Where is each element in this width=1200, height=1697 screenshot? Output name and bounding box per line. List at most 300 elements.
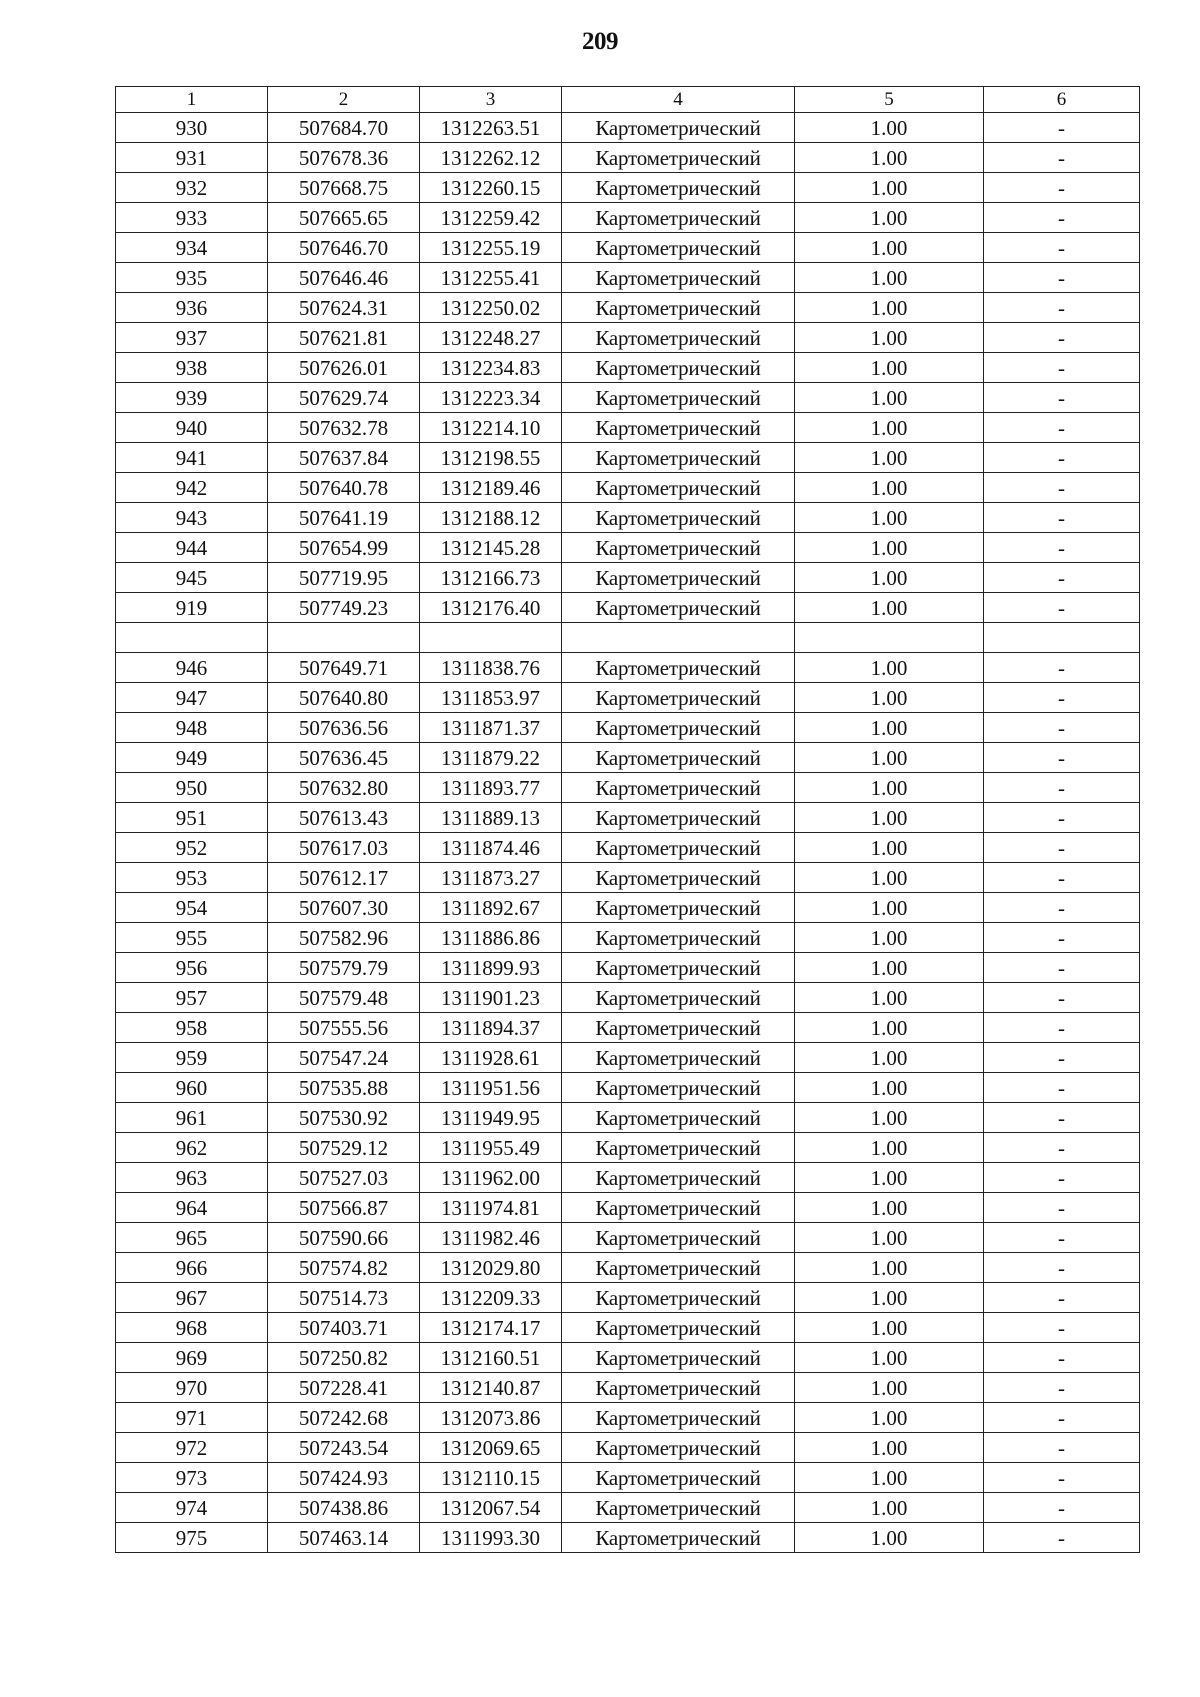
point-number-cell: 959 (116, 1043, 268, 1073)
accuracy-cell: 1.00 (795, 1163, 984, 1193)
table-row (116, 473, 1140, 503)
method-cell: Картометрический (562, 683, 795, 713)
point-number-cell: 955 (116, 923, 268, 953)
x-coordinate-cell: 507438.86 (268, 1493, 420, 1523)
method-cell: Картометрический (562, 473, 795, 503)
description-cell: - (984, 1463, 1140, 1493)
x-coordinate-cell: 507637.84 (268, 443, 420, 473)
y-coordinate-cell: 1311928.61 (420, 1043, 562, 1073)
x-coordinate-cell: 507665.65 (268, 203, 420, 233)
x-coordinate-cell: 507529.12 (268, 1133, 420, 1163)
accuracy-cell: 1.00 (795, 1373, 984, 1403)
accuracy-cell: 1.00 (795, 1463, 984, 1493)
y-coordinate-cell: 1312209.33 (420, 1283, 562, 1313)
method-cell: Картометрический (562, 1043, 795, 1073)
accuracy-cell: 1.00 (795, 503, 984, 533)
accuracy-cell: 1.00 (795, 863, 984, 893)
table-row (116, 503, 1140, 533)
table-row (116, 1043, 1140, 1073)
header-cell-y-coordinate: 3 (420, 87, 562, 113)
point-number-cell: 971 (116, 1403, 268, 1433)
method-cell: Картометрический (562, 1493, 795, 1523)
table-row (116, 1343, 1140, 1373)
y-coordinate-cell: 1311886.86 (420, 923, 562, 953)
point-number-cell: 962 (116, 1133, 268, 1163)
description-cell: - (984, 1013, 1140, 1043)
y-coordinate-cell: 1312110.15 (420, 1463, 562, 1493)
x-coordinate-cell: 507530.92 (268, 1103, 420, 1133)
description-cell: - (984, 113, 1140, 143)
table-row (116, 1223, 1140, 1253)
method-cell: Картометрический (562, 833, 795, 863)
y-coordinate-cell: 1312160.51 (420, 1343, 562, 1373)
y-coordinate-cell: 1312234.83 (420, 353, 562, 383)
method-cell: Картометрический (562, 1193, 795, 1223)
method-cell (562, 623, 795, 653)
table-row (116, 1133, 1140, 1163)
x-coordinate-cell: 507243.54 (268, 1433, 420, 1463)
description-cell: - (984, 773, 1140, 803)
point-number-cell: 950 (116, 773, 268, 803)
point-number-cell: 966 (116, 1253, 268, 1283)
y-coordinate-cell: 1312223.34 (420, 383, 562, 413)
method-cell: Картометрический (562, 1403, 795, 1433)
point-number-cell: 947 (116, 683, 268, 713)
y-coordinate-cell: 1311962.00 (420, 1163, 562, 1193)
table-row (116, 893, 1140, 923)
point-number-cell: 943 (116, 503, 268, 533)
x-coordinate-cell: 507250.82 (268, 1343, 420, 1373)
accuracy-cell: 1.00 (795, 1043, 984, 1073)
table-row (116, 803, 1140, 833)
point-number-cell: 937 (116, 323, 268, 353)
table-row (116, 743, 1140, 773)
point-number-cell: 968 (116, 1313, 268, 1343)
x-coordinate-cell: 507636.56 (268, 713, 420, 743)
accuracy-cell: 1.00 (795, 563, 984, 593)
x-coordinate-cell: 507719.95 (268, 563, 420, 593)
header-cell-description: 6 (984, 87, 1140, 113)
description-cell: - (984, 1133, 1140, 1163)
x-coordinate-cell: 507612.17 (268, 863, 420, 893)
table-row (116, 623, 1140, 653)
table-row (116, 833, 1140, 863)
description-cell: - (984, 1073, 1140, 1103)
accuracy-cell: 1.00 (795, 1433, 984, 1463)
method-cell: Картометрический (562, 233, 795, 263)
table-row (116, 113, 1140, 143)
accuracy-cell: 1.00 (795, 1193, 984, 1223)
accuracy-cell: 1.00 (795, 203, 984, 233)
method-cell: Картометрический (562, 503, 795, 533)
table-row (116, 983, 1140, 1013)
y-coordinate-cell: 1312262.12 (420, 143, 562, 173)
table-row (116, 773, 1140, 803)
description-cell: - (984, 803, 1140, 833)
method-cell: Картометрический (562, 923, 795, 953)
description-cell: - (984, 143, 1140, 173)
table-row (116, 353, 1140, 383)
y-coordinate-cell: 1311874.46 (420, 833, 562, 863)
point-number-cell: 967 (116, 1283, 268, 1313)
point-number-cell: 960 (116, 1073, 268, 1103)
x-coordinate-cell: 507649.71 (268, 653, 420, 683)
y-coordinate-cell: 1311949.95 (420, 1103, 562, 1133)
table-row (116, 1163, 1140, 1193)
description-cell: - (984, 1193, 1140, 1223)
x-coordinate-cell (268, 623, 420, 653)
method-cell: Картометрический (562, 173, 795, 203)
method-cell: Картометрический (562, 1253, 795, 1283)
x-coordinate-cell: 507579.79 (268, 953, 420, 983)
y-coordinate-cell: 1312166.73 (420, 563, 562, 593)
description-cell: - (984, 383, 1140, 413)
table-row (116, 653, 1140, 683)
x-coordinate-cell: 507579.48 (268, 983, 420, 1013)
x-coordinate-cell: 507749.23 (268, 593, 420, 623)
accuracy-cell: 1.00 (795, 443, 984, 473)
y-coordinate-cell: 1312198.55 (420, 443, 562, 473)
method-cell: Картометрический (562, 1523, 795, 1553)
point-number-cell: 932 (116, 173, 268, 203)
accuracy-cell: 1.00 (795, 263, 984, 293)
y-coordinate-cell: 1312067.54 (420, 1493, 562, 1523)
method-cell: Картометрический (562, 203, 795, 233)
y-coordinate-cell: 1312073.86 (420, 1403, 562, 1433)
accuracy-cell: 1.00 (795, 1313, 984, 1343)
point-number-cell: 974 (116, 1493, 268, 1523)
point-number-cell: 956 (116, 953, 268, 983)
x-coordinate-cell: 507242.68 (268, 1403, 420, 1433)
accuracy-cell: 1.00 (795, 743, 984, 773)
y-coordinate-cell: 1311893.77 (420, 773, 562, 803)
table-row (116, 1103, 1140, 1133)
method-cell: Картометрический (562, 953, 795, 983)
accuracy-cell: 1.00 (795, 1253, 984, 1283)
method-cell: Картометрический (562, 1013, 795, 1043)
table-row (116, 1013, 1140, 1043)
method-cell: Картометрический (562, 113, 795, 143)
point-number-cell: 938 (116, 353, 268, 383)
accuracy-cell: 1.00 (795, 1343, 984, 1373)
table-row (116, 593, 1140, 623)
table-row (116, 923, 1140, 953)
y-coordinate-cell: 1311982.46 (420, 1223, 562, 1253)
description-cell: - (984, 863, 1140, 893)
table-row (116, 383, 1140, 413)
method-cell: Картометрический (562, 893, 795, 923)
method-cell: Картометрический (562, 1133, 795, 1163)
description-cell: - (984, 1283, 1140, 1313)
x-coordinate-cell: 507632.78 (268, 413, 420, 443)
y-coordinate-cell: 1312188.12 (420, 503, 562, 533)
method-cell: Картометрический (562, 1463, 795, 1493)
description-cell: - (984, 1493, 1140, 1523)
method-cell: Картометрический (562, 863, 795, 893)
point-number-cell: 975 (116, 1523, 268, 1553)
x-coordinate-cell: 507535.88 (268, 1073, 420, 1103)
accuracy-cell: 1.00 (795, 803, 984, 833)
accuracy-cell: 1.00 (795, 383, 984, 413)
point-number-cell: 942 (116, 473, 268, 503)
x-coordinate-cell: 507684.70 (268, 113, 420, 143)
table-row (116, 1523, 1140, 1553)
x-coordinate-cell: 507574.82 (268, 1253, 420, 1283)
description-cell: - (984, 653, 1140, 683)
description-cell: - (984, 1043, 1140, 1073)
point-number-cell: 952 (116, 833, 268, 863)
x-coordinate-cell: 507555.56 (268, 1013, 420, 1043)
table-header (116, 87, 1140, 113)
table-row (116, 1193, 1140, 1223)
description-cell: - (984, 263, 1140, 293)
x-coordinate-cell: 507547.24 (268, 1043, 420, 1073)
table-row (116, 443, 1140, 473)
y-coordinate-cell: 1311993.30 (420, 1523, 562, 1553)
method-cell: Картометрический (562, 443, 795, 473)
description-cell: - (984, 1103, 1140, 1133)
accuracy-cell: 1.00 (795, 1073, 984, 1103)
method-cell: Картометрический (562, 803, 795, 833)
y-coordinate-cell: 1312140.87 (420, 1373, 562, 1403)
accuracy-cell: 1.00 (795, 893, 984, 923)
x-coordinate-cell: 507617.03 (268, 833, 420, 863)
table-body (116, 113, 1140, 1553)
point-number-cell: 946 (116, 653, 268, 683)
point-number-cell: 963 (116, 1163, 268, 1193)
description-cell: - (984, 1163, 1140, 1193)
description-cell: - (984, 413, 1140, 443)
point-number-cell: 965 (116, 1223, 268, 1253)
x-coordinate-cell: 507607.30 (268, 893, 420, 923)
accuracy-cell: 1.00 (795, 1493, 984, 1523)
table-row (116, 1403, 1140, 1433)
description-cell: - (984, 503, 1140, 533)
table-row (116, 413, 1140, 443)
point-number-cell: 939 (116, 383, 268, 413)
table-row (116, 1493, 1140, 1523)
description-cell: - (984, 173, 1140, 203)
x-coordinate-cell: 507590.66 (268, 1223, 420, 1253)
y-coordinate-cell: 1312250.02 (420, 293, 562, 323)
table-row (116, 1433, 1140, 1463)
x-coordinate-cell: 507424.93 (268, 1463, 420, 1493)
y-coordinate-cell: 1312189.46 (420, 473, 562, 503)
table-row (116, 1463, 1140, 1493)
x-coordinate-cell: 507636.45 (268, 743, 420, 773)
accuracy-cell: 1.00 (795, 713, 984, 743)
accuracy-cell: 1.00 (795, 473, 984, 503)
y-coordinate-cell: 1312263.51 (420, 113, 562, 143)
x-coordinate-cell: 507463.14 (268, 1523, 420, 1553)
description-cell: - (984, 923, 1140, 953)
point-number-cell: 964 (116, 1193, 268, 1223)
description-cell: - (984, 833, 1140, 863)
accuracy-cell: 1.00 (795, 1013, 984, 1043)
accuracy-cell: 1.00 (795, 983, 984, 1013)
description-cell: - (984, 593, 1140, 623)
table-row (116, 233, 1140, 263)
description-cell: - (984, 1253, 1140, 1283)
method-cell: Картометрический (562, 533, 795, 563)
method-cell: Картометрический (562, 983, 795, 1013)
table-row (116, 683, 1140, 713)
table-row (116, 863, 1140, 893)
y-coordinate-cell: 1311901.23 (420, 983, 562, 1013)
table-row (116, 293, 1140, 323)
description-cell: - (984, 473, 1140, 503)
point-number-cell: 945 (116, 563, 268, 593)
y-coordinate-cell: 1312145.28 (420, 533, 562, 563)
accuracy-cell: 1.00 (795, 773, 984, 803)
table-row (116, 1073, 1140, 1103)
y-coordinate-cell: 1311853.97 (420, 683, 562, 713)
description-cell: - (984, 953, 1140, 983)
x-coordinate-cell: 507678.36 (268, 143, 420, 173)
description-cell: - (984, 1223, 1140, 1253)
method-cell: Картометрический (562, 593, 795, 623)
method-cell: Картометрический (562, 323, 795, 353)
point-number-cell: 940 (116, 413, 268, 443)
header-cell-x-coordinate: 2 (268, 87, 420, 113)
x-coordinate-cell: 507613.43 (268, 803, 420, 833)
method-cell: Картометрический (562, 653, 795, 683)
y-coordinate-cell: 1311951.56 (420, 1073, 562, 1103)
point-number-cell: 933 (116, 203, 268, 233)
method-cell: Картометрический (562, 1163, 795, 1193)
method-cell: Картометрический (562, 1283, 795, 1313)
method-cell: Картометрический (562, 773, 795, 803)
point-number-cell: 949 (116, 743, 268, 773)
description-cell: - (984, 233, 1140, 263)
y-coordinate-cell: 1312255.19 (420, 233, 562, 263)
method-cell: Картометрический (562, 263, 795, 293)
x-coordinate-cell: 507646.70 (268, 233, 420, 263)
method-cell: Картометрический (562, 413, 795, 443)
table-row (116, 1283, 1140, 1313)
accuracy-cell: 1.00 (795, 1223, 984, 1253)
x-coordinate-cell: 507641.19 (268, 503, 420, 533)
accuracy-cell: 1.00 (795, 1133, 984, 1163)
y-coordinate-cell: 1312260.15 (420, 173, 562, 203)
y-coordinate-cell: 1311873.27 (420, 863, 562, 893)
accuracy-cell: 1.00 (795, 353, 984, 383)
y-coordinate-cell: 1311879.22 (420, 743, 562, 773)
description-cell: - (984, 893, 1140, 923)
method-cell: Картометрический (562, 1433, 795, 1463)
accuracy-cell: 1.00 (795, 293, 984, 323)
table-row (116, 953, 1140, 983)
point-number-cell: 944 (116, 533, 268, 563)
method-cell: Картометрический (562, 293, 795, 323)
description-cell: - (984, 203, 1140, 233)
y-coordinate-cell: 1311955.49 (420, 1133, 562, 1163)
method-cell: Картометрический (562, 1313, 795, 1343)
method-cell: Картометрический (562, 713, 795, 743)
y-coordinate-cell: 1312248.27 (420, 323, 562, 353)
accuracy-cell: 1.00 (795, 953, 984, 983)
point-number-cell: 953 (116, 863, 268, 893)
method-cell: Картометрический (562, 1223, 795, 1253)
y-coordinate-cell: 1311899.93 (420, 953, 562, 983)
method-cell: Картометрический (562, 1373, 795, 1403)
accuracy-cell: 1.00 (795, 653, 984, 683)
accuracy-cell: 1.00 (795, 1403, 984, 1433)
accuracy-cell (795, 623, 984, 653)
description-cell: - (984, 443, 1140, 473)
x-coordinate-cell: 507654.99 (268, 533, 420, 563)
accuracy-cell: 1.00 (795, 923, 984, 953)
header-cell-point-number: 1 (116, 87, 268, 113)
accuracy-cell: 1.00 (795, 233, 984, 263)
description-cell: - (984, 293, 1140, 323)
table-row (116, 563, 1140, 593)
method-cell: Картометрический (562, 563, 795, 593)
y-coordinate-cell (420, 623, 562, 653)
point-number-cell: 972 (116, 1433, 268, 1463)
method-cell: Картометрический (562, 1073, 795, 1103)
accuracy-cell: 1.00 (795, 113, 984, 143)
coordinates-table (115, 86, 1140, 1553)
x-coordinate-cell: 507621.81 (268, 323, 420, 353)
point-number-cell: 935 (116, 263, 268, 293)
description-cell: - (984, 1313, 1140, 1343)
point-number-cell: 970 (116, 1373, 268, 1403)
x-coordinate-cell: 507640.80 (268, 683, 420, 713)
method-cell: Картометрический (562, 383, 795, 413)
method-cell: Картометрический (562, 143, 795, 173)
x-coordinate-cell: 507582.96 (268, 923, 420, 953)
y-coordinate-cell: 1311871.37 (420, 713, 562, 743)
point-number-cell: 958 (116, 1013, 268, 1043)
point-number-cell: 948 (116, 713, 268, 743)
x-coordinate-cell: 507527.03 (268, 1163, 420, 1193)
accuracy-cell: 1.00 (795, 593, 984, 623)
description-cell: - (984, 1523, 1140, 1553)
point-number-cell: 969 (116, 1343, 268, 1373)
table-row (116, 1373, 1140, 1403)
y-coordinate-cell: 1312259.42 (420, 203, 562, 233)
method-cell: Картометрический (562, 1343, 795, 1373)
x-coordinate-cell: 507646.46 (268, 263, 420, 293)
y-coordinate-cell: 1312255.41 (420, 263, 562, 293)
x-coordinate-cell: 507228.41 (268, 1373, 420, 1403)
description-cell: - (984, 353, 1140, 383)
table-row (116, 533, 1140, 563)
method-cell: Картометрический (562, 353, 795, 383)
point-number-cell (116, 623, 268, 653)
point-number-cell: 973 (116, 1463, 268, 1493)
header-cell-accuracy: 5 (795, 87, 984, 113)
x-coordinate-cell: 507632.80 (268, 773, 420, 803)
point-number-cell: 941 (116, 443, 268, 473)
accuracy-cell: 1.00 (795, 1103, 984, 1133)
accuracy-cell: 1.00 (795, 323, 984, 353)
table-row (116, 1313, 1140, 1343)
y-coordinate-cell: 1312176.40 (420, 593, 562, 623)
table-row (116, 323, 1140, 353)
point-number-cell: 919 (116, 593, 268, 623)
point-number-cell: 961 (116, 1103, 268, 1133)
table-row (116, 713, 1140, 743)
header-cell-method: 4 (562, 87, 795, 113)
description-cell: - (984, 983, 1140, 1013)
y-coordinate-cell: 1311974.81 (420, 1193, 562, 1223)
y-coordinate-cell: 1312029.80 (420, 1253, 562, 1283)
table-row (116, 263, 1140, 293)
point-number-cell: 934 (116, 233, 268, 263)
header-row (116, 87, 1140, 113)
